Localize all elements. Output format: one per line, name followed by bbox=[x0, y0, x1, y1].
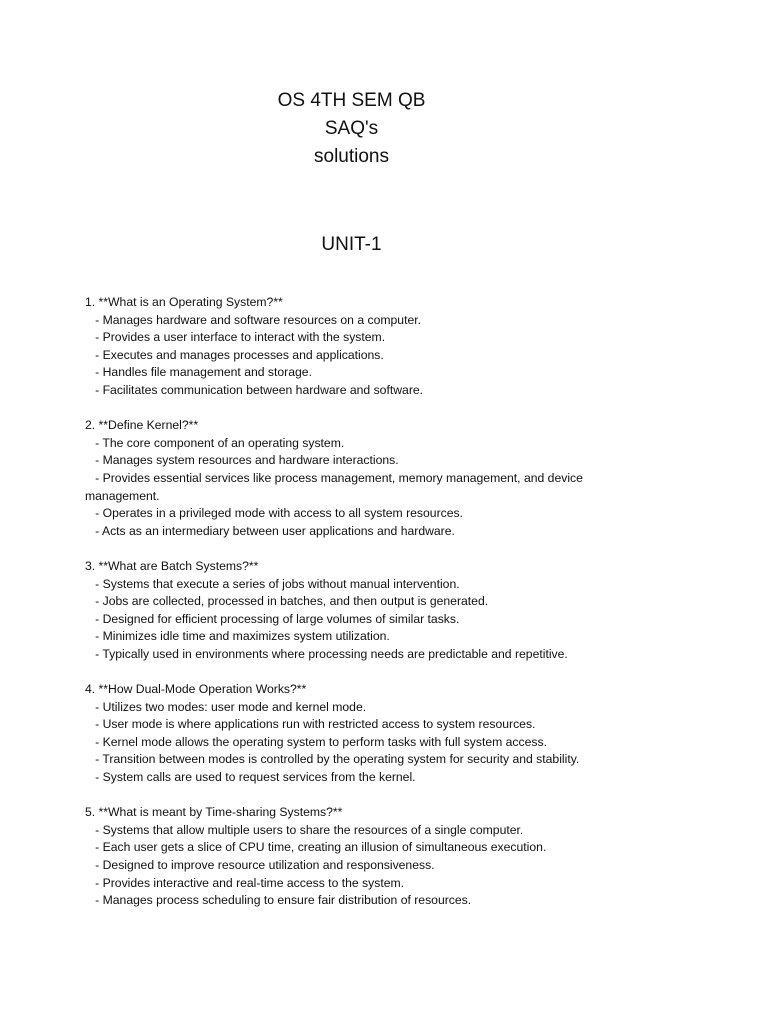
answer-line: - Manages process scheduling to ensure fair distribution of resources. bbox=[85, 893, 472, 908]
question-title: 5. **What is meant by Time-sharing Systems?** bbox=[85, 805, 343, 820]
question-4 bbox=[85, 681, 630, 787]
answer-line: - Acts as an intermediary between user applications and hardware. bbox=[85, 523, 455, 538]
answer-line: - Provides a user interface to interact with the system. bbox=[85, 330, 386, 345]
question-title: 2. **Define Kernel?** bbox=[85, 418, 199, 433]
answer-line: - Operates in a privileged mode with access to all system resources. bbox=[85, 506, 463, 521]
title-line: solutions bbox=[314, 146, 389, 167]
answer-line: - Systems that allow multiple users to share the resources of a single computer. bbox=[85, 822, 524, 837]
answer-line: - The core component of an operating system. bbox=[85, 435, 345, 450]
answer-line: - Manages system resources and hardware interactions. bbox=[85, 453, 399, 468]
question-1 bbox=[85, 294, 630, 400]
answer-line: - Handles file management and storage. bbox=[85, 365, 312, 380]
answer-line: - Each user gets a slice of CPU time, creating an illusion of simultaneous execution. bbox=[85, 840, 547, 855]
question-title: 3. **What are Batch Systems?** bbox=[85, 558, 259, 573]
question-title: 4. **How Dual-Mode Operation Works?** bbox=[85, 682, 307, 697]
answer-line: - Executes and manages processes and applications. bbox=[85, 347, 384, 362]
answer-line: - Transition between modes is controlled by the operating system for security and stability. bbox=[85, 752, 580, 767]
question-2 bbox=[85, 417, 630, 540]
question-list bbox=[85, 294, 630, 927]
answer-line: - Jobs are collected, processed in batches, and then output is generated. bbox=[85, 594, 489, 609]
answer-line: - Provides interactive and real-time access to the system. bbox=[85, 875, 405, 890]
answer-line: - Provides essential services like process management, memory management, and device management. bbox=[85, 470, 587, 503]
question-3 bbox=[85, 558, 630, 664]
answer-line: - Typically used in environments where processing needs are predictable and repetitive. bbox=[85, 646, 568, 661]
answer-line: - User mode is where applications run with restricted access to system resources. bbox=[85, 717, 536, 732]
answer-line: - Systems that execute a series of jobs without manual intervention. bbox=[85, 576, 460, 591]
answer-line: - System calls are used to request services from the kernel. bbox=[85, 770, 416, 785]
question-5 bbox=[85, 804, 630, 910]
answer-line: - Kernel mode allows the operating system to perform tasks with full system access. bbox=[85, 734, 547, 749]
answer-line: - Manages hardware and software resources on a computer. bbox=[85, 312, 422, 327]
question-title: 1. **What is an Operating System?** bbox=[85, 295, 283, 309]
answer-line: - Minimizes idle time and maximizes system utilization. bbox=[85, 629, 390, 644]
document-title bbox=[0, 87, 703, 171]
answer-line: - Utilizes two modes: user mode and kernel mode. bbox=[85, 699, 367, 714]
answer-line: - Facilitates communication between hardware and software. bbox=[85, 382, 424, 397]
unit-heading: UNIT-1 bbox=[321, 234, 382, 255]
title-line: SAQ's bbox=[324, 118, 379, 139]
title-line: OS 4TH SEM QB bbox=[277, 90, 426, 111]
answer-line: - Designed for efficient processing of large volumes of similar tasks. bbox=[85, 611, 460, 626]
answer-line: - Designed to improve resource utilization and responsiveness. bbox=[85, 858, 435, 872]
